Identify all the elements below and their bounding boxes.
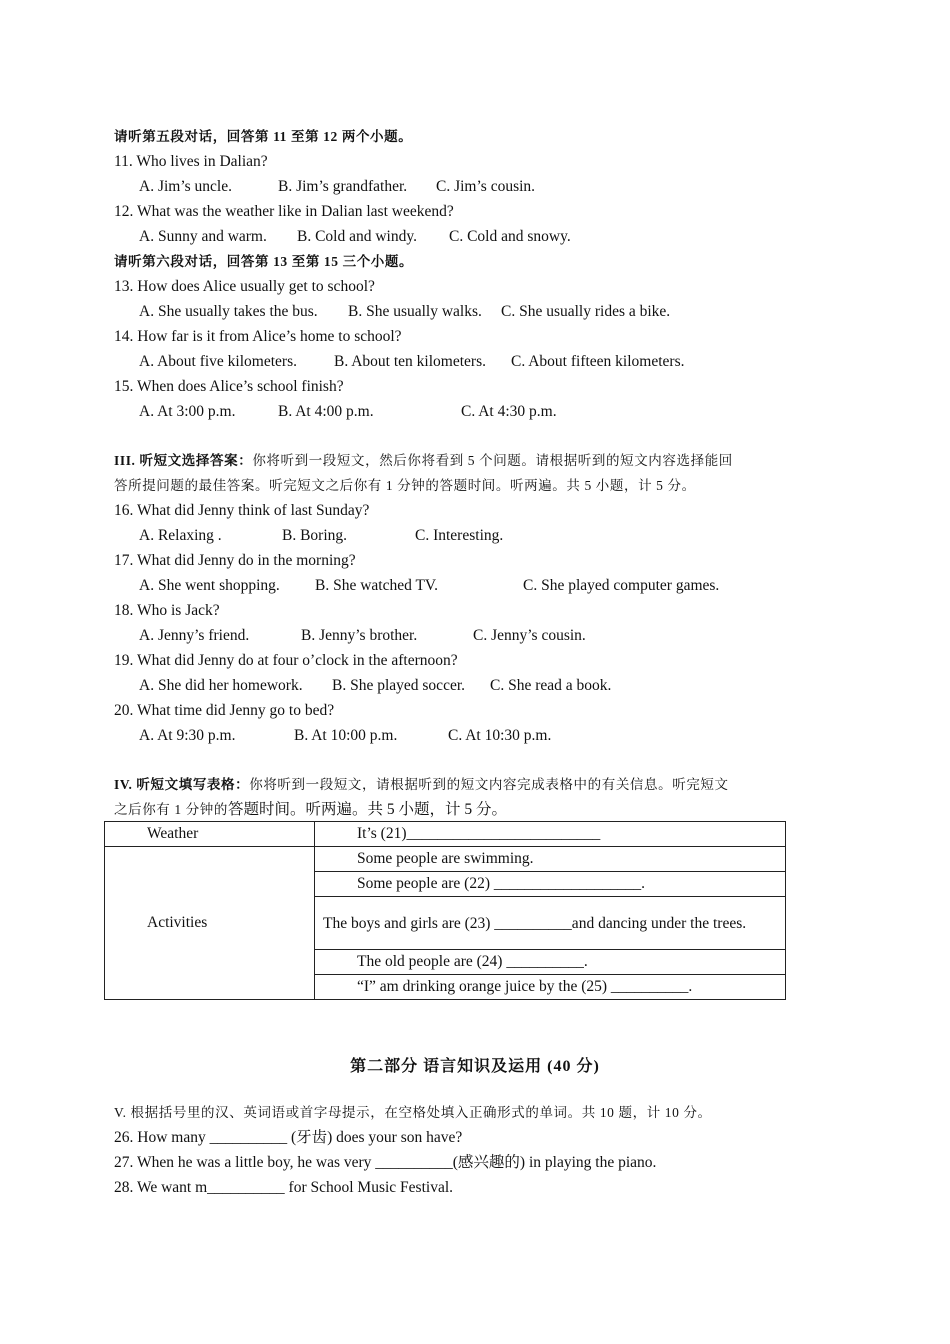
option-a: A. At 9:30 p.m. (139, 727, 236, 744)
option-a: A. At 3:00 p.m. (139, 403, 236, 420)
option-a: A. She did her homework. (139, 677, 303, 694)
section-instruction: 之后你有 1 分钟的 (114, 802, 228, 817)
question: 20. What time did Jenny go to bed? (114, 702, 335, 719)
option-c: C. Interesting. (415, 527, 504, 544)
option-a: A. Jenny’s friend. (139, 627, 250, 644)
section-instruction: V. 根据括号里的汉、英词语或首字母提示，在空格处填入正确形式的单词。共 10 题，计 10 分。 (114, 1105, 712, 1120)
option-c: C. She read a book. (490, 677, 612, 694)
option-c: C. About fifteen kilometers. (511, 353, 685, 370)
option-b: B. At 4:00 p.m. (278, 403, 374, 420)
section-3-heading (114, 451, 733, 471)
option-c: C. She played computer games. (523, 577, 720, 594)
option-b: B. Jim’s grandfather. (278, 178, 408, 195)
option-a: A. About five kilometers. (139, 353, 297, 370)
section-label: III. 听短文选择答案： (114, 453, 253, 468)
section-instruction: 答所提问题的最佳答案。听完短文之后你有 1 分钟的答题时间。听两遍。共 5 小题，计 5 分。 (114, 478, 696, 493)
option-b: B. Boring. (282, 527, 348, 544)
section-4-heading (114, 775, 729, 795)
option-a: A. Relaxing . (139, 527, 222, 544)
question: 15. When does Alice’s school finish? (114, 378, 344, 395)
option-a: A. Jim’s uncle. (139, 178, 232, 195)
option-c: C. Cold and snowy. (449, 228, 571, 245)
question: 16. What did Jenny think of last Sunday? (114, 502, 370, 519)
option-a: A. She went shopping. (139, 577, 280, 594)
section-instruction-line (114, 800, 507, 820)
table-row (105, 822, 786, 847)
section-instruction: 你将听到一段短文，请根据听到的短文内容完成表格中的有关信息。听完短文 (249, 777, 729, 792)
weather-value: It’s (21)_________________________ (315, 822, 786, 847)
question: 13. How does Alice usually get to school? (114, 278, 375, 295)
table-row (105, 847, 786, 872)
section-instruction: 请听第六段对话，回答第 13 至第 15 三个小题。 (114, 254, 414, 269)
activity-cell: “I” am drinking orange juice by the (25) __________. (315, 975, 786, 1000)
option-a: A. She usually takes the bus. (139, 303, 318, 320)
question: 18. Who is Jack? (114, 602, 220, 619)
question: 19. What did Jenny do at four o’clock in the afternoon? (114, 652, 458, 669)
option-b: B. She played soccer. (332, 677, 466, 694)
fill-blank-item: 27. When he was a little boy, he was very __________(感兴趣的) in playing the piano. (114, 1154, 657, 1171)
option-b: B. Jenny’s brother. (301, 627, 418, 644)
option-a: A. Sunny and warm. (139, 228, 267, 245)
option-b: B. At 10:00 p.m. (294, 727, 398, 744)
option-b: B. She watched TV. (315, 577, 438, 594)
activity-cell: The old people are (24) __________. (315, 950, 786, 975)
option-b: B. Cold and windy. (297, 228, 417, 245)
fill-blank-item: 28. We want m__________ for School Music Festival. (114, 1179, 454, 1196)
question: 14. How far is it from Alice’s home to school? (114, 328, 402, 345)
activities-label: Activities (105, 847, 315, 1000)
option-c: C. Jim’s cousin. (436, 178, 536, 195)
option-b: B. About ten kilometers. (334, 353, 486, 370)
section-label: IV. 听短文填写表格： (114, 777, 250, 792)
part-two-title: 第二部分 语言知识及运用 (40 分) (350, 1058, 600, 1075)
section-instruction: 请听第五段对话，回答第 11 至第 12 两个小题。 (114, 129, 413, 144)
fill-blank-item: 26. How many __________ (牙齿) does your son have? (114, 1129, 463, 1146)
option-b: B. She usually walks. (348, 303, 482, 320)
fill-in-table (104, 821, 786, 1000)
question: 17. What did Jenny do in the morning? (114, 552, 356, 569)
activity-cell: The boys and girls are (23) __________and dancing under the trees. (315, 897, 786, 950)
section-instruction: 你将听到一段短文，然后你将看到 5 个问题。请根据听到的短文内容选择能回 (252, 453, 733, 468)
option-c: C. Jenny’s cousin. (473, 627, 586, 644)
question: 11. Who lives in Dalian? (114, 153, 268, 170)
section-instruction: 答题时间。听两遍。共 5 小题，计 5 分。 (228, 801, 508, 818)
option-c: C. She usually rides a bike. (501, 303, 671, 320)
option-c: C. At 4:30 p.m. (461, 403, 557, 420)
question: 12. What was the weather like in Dalian last weekend? (114, 203, 454, 220)
option-c: C. At 10:30 p.m. (448, 727, 552, 744)
weather-label: Weather (105, 822, 315, 847)
activity-cell: Some people are (22) ___________________. (315, 872, 786, 897)
activity-cell: Some people are swimming. (315, 847, 786, 872)
